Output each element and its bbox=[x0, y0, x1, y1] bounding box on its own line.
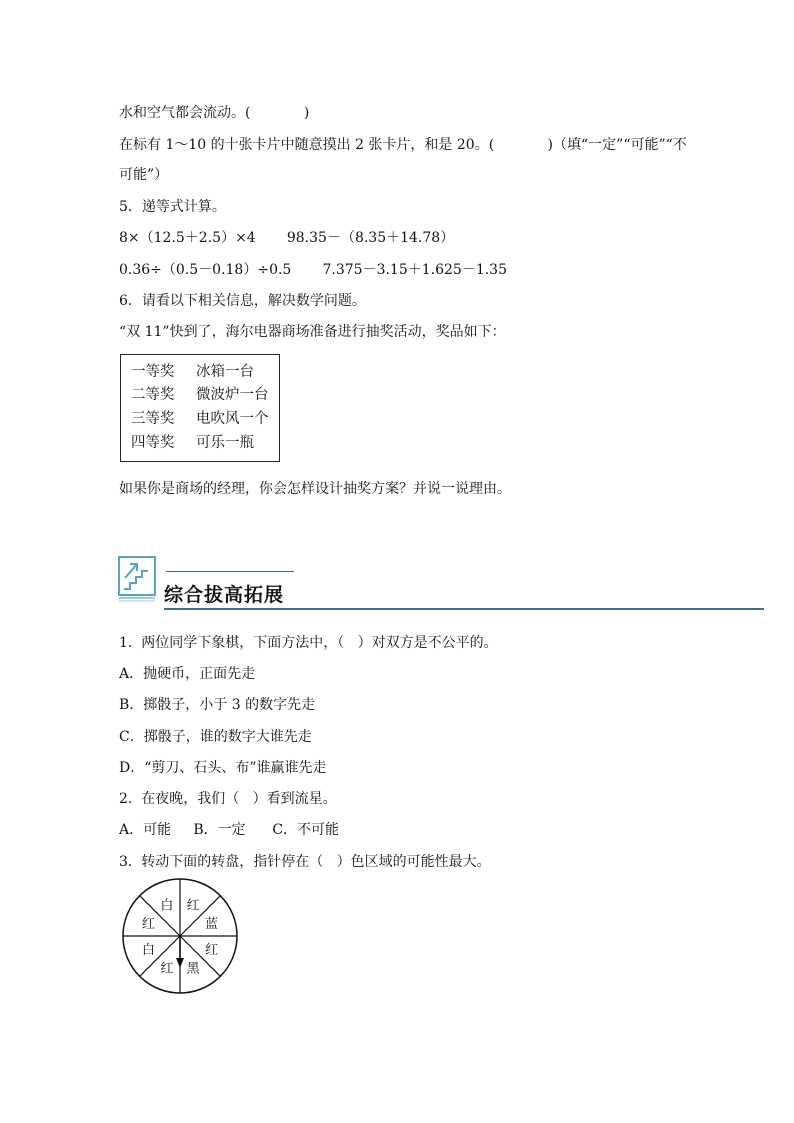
stairs-arrow-icon bbox=[118, 556, 158, 602]
calc-row-1: 8×（12.5＋2.5）×4 98.35－（8.35＋14.78） bbox=[119, 230, 455, 246]
prize-row bbox=[131, 410, 269, 428]
statement-cards: 在标有 1～10 的十张卡片中随意摸出 2 张卡片，和是 20。( )（填“一定”“可能”“不 bbox=[119, 137, 687, 153]
lottery-question: 如果你是商场的经理，你会怎样设计抽奖方案？并说一说理由。 bbox=[119, 481, 511, 497]
heading-q6: 6．请看以下相关信息，解决数学问题。 bbox=[119, 293, 366, 309]
banner-underline bbox=[164, 608, 764, 610]
prize-rank: 四等奖 bbox=[131, 435, 175, 451]
question-1: 1. 两位同学下象棋，下面方法中，（ ）对双方是不公平的。 bbox=[119, 635, 498, 651]
spinner-sector-label: 红 bbox=[141, 916, 155, 932]
spinner-wheel bbox=[121, 877, 239, 995]
prize-row bbox=[131, 363, 254, 381]
question-1-option-c: C．掷骰子，谁的数字大谁先走 bbox=[119, 729, 312, 745]
question-3: 3. 转动下面的转盘，指针停在（ ）色区域的可能性最大。 bbox=[119, 854, 491, 870]
prize-row bbox=[131, 386, 269, 404]
question-1-option-d: D．“剪刀、石头、布”谁赢谁先走 bbox=[119, 760, 327, 776]
prize-rank: 二等奖 bbox=[131, 387, 175, 403]
spinner-sector-label: 红 bbox=[160, 961, 174, 977]
spinner-sector-label: 红 bbox=[205, 943, 219, 959]
prize-item: 微波炉一台 bbox=[196, 387, 269, 403]
prize-rank: 一等奖 bbox=[131, 364, 175, 380]
prize-rank: 三等奖 bbox=[131, 411, 175, 427]
question-2-options: A．可能 B．一定 C．不可能 bbox=[119, 822, 340, 838]
banner-top-line bbox=[166, 571, 294, 572]
spinner-sector-label: 蓝 bbox=[205, 916, 219, 932]
spinner-sector-label: 白 bbox=[160, 898, 174, 914]
heading-q5: 5．递等式计算。 bbox=[119, 199, 226, 215]
prize-item: 电吹风一个 bbox=[196, 411, 269, 427]
prize-table bbox=[120, 354, 280, 462]
statement-cards-cont: 可能”） bbox=[119, 167, 169, 183]
spinner-sector-label: 黑 bbox=[186, 961, 200, 977]
section-title: 综合拔高拓展 bbox=[164, 584, 285, 606]
statement-water-air: 水和空气都会流动。( ) bbox=[119, 105, 310, 121]
lottery-intro: “双 11”快到了，海尔电器商场准备进行抽奖活动，奖品如下： bbox=[119, 324, 506, 340]
question-1-option-a: A．抛硬币，正面先走 bbox=[119, 666, 256, 682]
prize-item: 冰箱一台 bbox=[196, 364, 254, 380]
question-1-option-b: B．掷骰子，小于 3 的数字先走 bbox=[119, 697, 316, 713]
question-2: 2. 在夜晚，我们（ ）看到流星。 bbox=[119, 791, 337, 807]
spinner-sector-label: 白 bbox=[141, 943, 155, 959]
prize-row bbox=[131, 434, 254, 452]
prize-item: 可乐一瓶 bbox=[196, 435, 254, 451]
section-banner bbox=[118, 556, 764, 612]
spinner-sector-label: 红 bbox=[186, 898, 200, 914]
calc-row-2: 0.36÷（0.5－0.18）÷0.5 7.375－3.15＋1.625－1.35 bbox=[119, 262, 507, 278]
